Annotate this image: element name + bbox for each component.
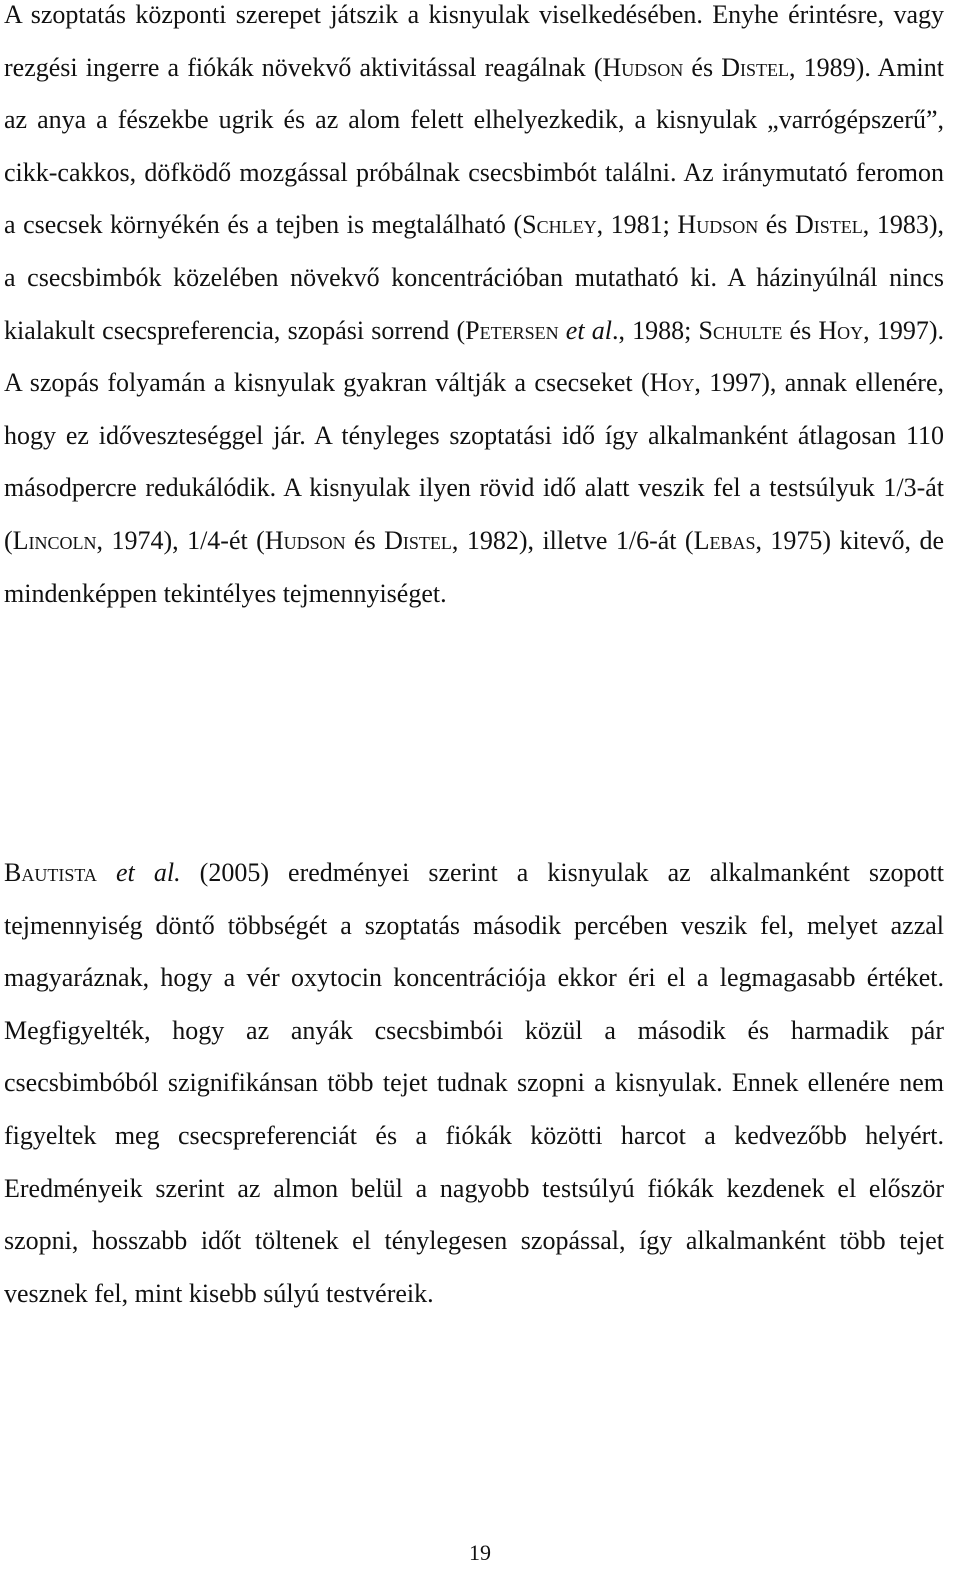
text-segment: ., 1988; (611, 315, 699, 345)
italic-text: et al. (116, 858, 181, 887)
text-segment (97, 858, 116, 887)
italic-text: et al (565, 315, 612, 345)
author-name: Lebas (693, 525, 756, 555)
text-segment: A szoptatás központi szerepet játszik a kisnyulak viselkedésében. Enyhe érintésre, vagy rezgési ingerre a fiókák növekvő aktivitással reagálnak ( (4, 0, 944, 82)
text-segment: , 1982), illetve 1/6-át ( (451, 525, 694, 555)
paragraph-bautista-results (4, 847, 944, 1320)
text-segment: , 1974), 1/4-ét ( (96, 525, 265, 555)
author-name: Petersen (465, 315, 559, 345)
text-segment: (2005) eredményei szerint a kisnyulak az alkalmanként szopott tejmennyiség döntő többségét a szoptatás második percében veszik fel, melyet azzal magyaráznak, hogy a vér oxytocin koncentrációja ekkor éri el a legmagasabb értéket. Megfigyelték, hogy az anyák csecsbimbói közül a második és harmadik pár csecsbimbóból szignifikánsan több tejet tudnak szopni a kisnyulak. Ennek ellenére nem figyeltek meg csecspreferenciát és a fiókák közötti harcot a kedvezőbb helyért. Eredményeik szerint az almon belül a nagyobb testsúlyú fiókák kezdenek el először szopni, hosszabb időt töltenek el ténylegesen szopással, így alkalmanként több tejet vesznek fel, mint kisebb súlyú testvéreik. (4, 858, 944, 1308)
author-name: Hoy (818, 315, 864, 345)
page-number: 19 (469, 1540, 491, 1565)
text-segment: és (683, 52, 722, 82)
text-segment: , 1981; (596, 210, 678, 240)
paragraph-nursing-behavior (4, 0, 944, 620)
author-name: Distel (384, 525, 452, 555)
text-segment (559, 316, 566, 345)
author-name: Schley (522, 210, 597, 240)
text-segment: és (782, 315, 819, 345)
author-name: Hoy (649, 368, 695, 398)
author-name: Bautista (4, 858, 97, 887)
author-name: Hudson (677, 210, 759, 240)
author-name: Lincoln (12, 525, 97, 555)
author-name: Distel (794, 210, 863, 240)
text-segment: és (345, 525, 385, 555)
author-name: Schulte (698, 315, 783, 345)
author-name: Hudson (264, 525, 346, 555)
text-segment: és (758, 210, 795, 240)
text-segment: , 1975) kitevő, de mindenképpen tekintélyes tejmennyiséget. (4, 525, 944, 608)
text-segment: , 1983), a csecsbimbók közelében növekvő koncentrációban mutatható ki. A házinyúlnál nincs kialakult csecspreferencia, szopási sorrend ( (4, 210, 944, 345)
author-name: Hudson (602, 52, 684, 82)
text-segment: , 1989). Amint az anya a fészekbe ugrik és az alom felett elhelyezkedik, a kisnyulak „varrógépszerű”, cikk-cakkos, döfködő mozgással próbálnak csecsbimbót találni. Az iránymutató feromon a csecsek környékén és a tejben is megtalálható ( (4, 52, 945, 240)
text-segment: , 1997). A szopás folyamán a kisnyulak gyakran váltják a csecseket ( (4, 315, 944, 398)
text-segment: , 1997), annak ellenére, hogy ez időveszteséggel jár. A tényleges szoptatási idő így alkalmanként átlagosan 110 másodpercre redukálódik. A kisnyulak ilyen rövid idő alatt veszik fel a testsúlyuk 1/3-át ( (4, 368, 944, 555)
author-name: Distel (721, 52, 790, 82)
